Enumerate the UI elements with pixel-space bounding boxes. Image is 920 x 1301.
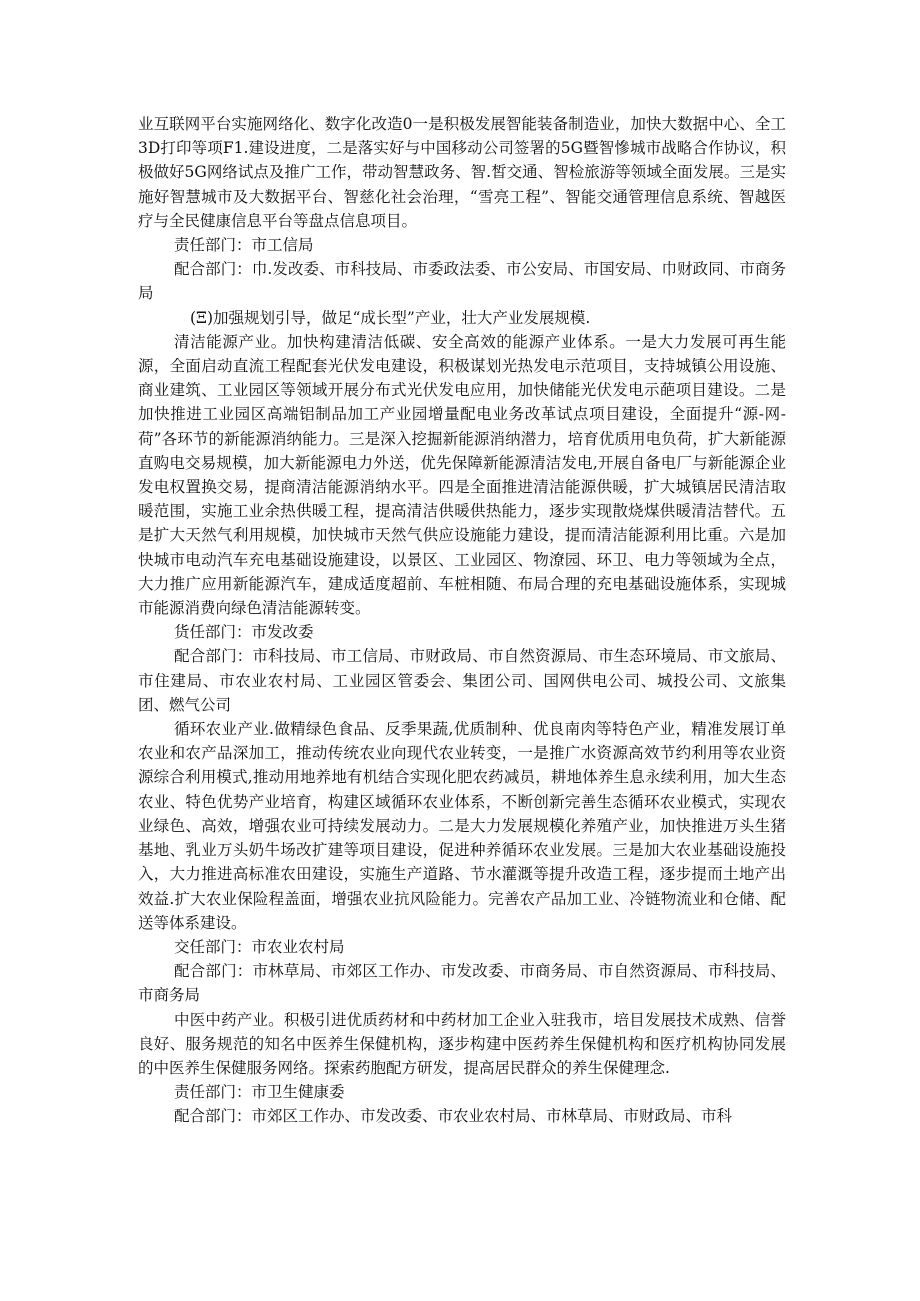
cooperating-departments: 配合部门：市林草局、市郊区工作办、市发改委、市商务局、市自然资源局、市科技局、市商务局 <box>138 962 786 1005</box>
paragraph-tcm-industry: 中医中药产业。积极引进优质药材和中药材加工企业入驻我市，培目发展技术成熟、信誉良好、服务规范的知名中医养生保健机构，逐步构建中医药养生保健机构和医疗机构协同发展的中医养生保健服务网络。探索药胞配方研发，提高居民群众的养生保健理念. <box>138 1010 786 1077</box>
paragraph-industrial-internet: 业互联网平台实施网络化、数字化改造0一是积极发展智能装备制造业，加快大数据中心、全工3D打印等项F1.建设进度，二是落实好与中国移动公司签署的5G暨智慘城市战略合作协议，积极做好5G网络试点及推广工作，带动智慧政务、智.皙交通、智检旅游等领域全面发展。三是实施好智慧城市及大数据平台、智慈化社会治理，“雪亮工程”、智能交通管理信息系统、智越医疗与全民健康信息平台等盘点信息项目。 <box>138 115 786 230</box>
responsible-department: 交任部门：市农业农村局 <box>174 937 345 956</box>
responsible-department: 货任部门：市发改委 <box>174 623 314 642</box>
cooperating-departments: 配合部门：市科技局、市工信局、市财政局、市自然资源局、市生态环境局、市文旅局、市住建局、市农业农村局、工业园区管委会、集团公司、国网供电公司、城投公司、文旅集团、燃气公司 <box>138 647 786 714</box>
paragraph-clean-energy: 清洁能源产业。加快构建清洁低碳、安全高效的能源产业体系。一是大力发展可再生能源，全面启动直流工程配套光伏发电建设，积极谋划光热发电示范项目，支持城镇公用设施、商业建筑、工业园区等领域开展分布式光伏发电应用，加快储能光伏发电示葩项目建设。二是加快推进工业园区高端铝制品加工产业园增量配电业务改革试点项目建设，全面提升“源-网-荷”各环节的新能源消纳能力。三是深入挖掘新能源消纳潜力，培育优质用电负荷，扩大新能源直购电交易规模，加大新能源电力外送，优先保障新能源清洁发电,开展自备电厂与新能源企业发电权置换交易，提商清洁能源消纳水平。四是全面推进清洁能源供暖，扩大城镇居民清洁取暖范围，实施工业余热供暖工程，提高清洁供暖供热能力，逐步实现散烧煤供暖清洁替代。五是扩大天然气利用规模，加快城市天然气供应设施能力建设，提而清洁能源利用比重。六是加快城市电动汽车充电基础设施建设，以景区、工业园区、物潦园、环卫、电力等领域为全点，大力推广应用新能源汽车，建成适度超前、车桩相随、布局合理的充电基础设施体系，实现城市能源消费向绿色清洁能源转变。 <box>138 332 786 618</box>
section-heading: (Ξ)加强规划引导，做足“成长型”产业，壮大产业发展规模. <box>190 308 591 327</box>
cooperating-departments: 配合部门：市郊区工作办、市发改委、市农业农村局、市林草局、市财政局、市科 <box>174 1107 733 1126</box>
cooperating-departments: 配合部门：巾.发改委、市科技局、市委政法委、市公安局、市国安局、巾财政同、市商务局 <box>138 260 786 303</box>
document-body <box>138 112 786 1129</box>
paragraph-circular-agriculture: 循环农业产业.做精绿色食品、反季果蔬,优质制种、优良南肉等特色产业，精准发展订单农业和农产品深加工，推动传统农业向现代农业转变，一是推广水资源高效节约利用等农业资源综合利用模式,推动用地养地有机结合实现化肥农药减员，耕地体养生息永续利用，加大生态农业、特色优势产业培育，构建区域循环农业体系，不断创新完善生态循环农业模式，实现农业绿色、高效，增强农业可持续发展动力。二是大力发展规模化养殖产业，加快推进万头生猪基地、乳业万头奶牛场改扩建等项目建设，促进种养循环农业发展。三是加大农业基础设施投入，大力推进高标准农田建设，实施生产道路、节水灌溉等提升改造工程，逐步提而土地产出效益.扩大农业保险程盖面，增强农业抗风险能力。完善农产品加工业、冷链物流业和仓储、配送等体系建设。 <box>138 720 786 932</box>
responsible-department: 责任部门：市卫生健康委 <box>174 1083 345 1102</box>
responsible-department: 责任部门：市工信局 <box>174 236 314 255</box>
